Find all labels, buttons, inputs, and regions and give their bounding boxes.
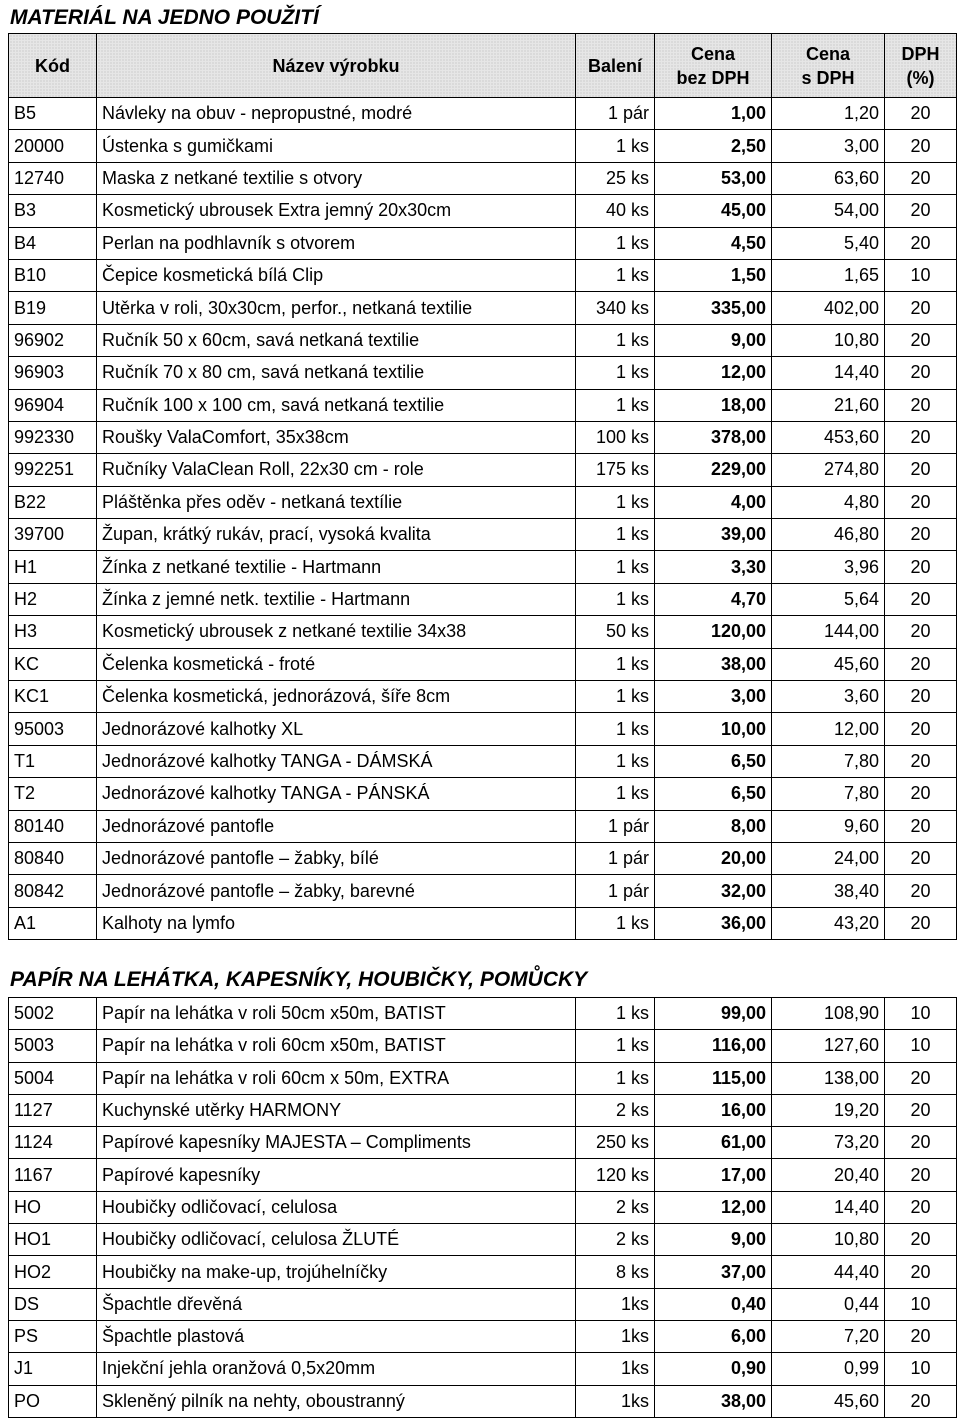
product-name: Špachtle plastová [97, 1320, 576, 1352]
package: 1 ks [576, 1030, 655, 1062]
product-name: Utěrka v roli, 30x30cm, perfor., netkaná textilie [97, 292, 576, 324]
package: 1 ks [576, 745, 655, 777]
vat-rate: 20 [885, 1320, 957, 1352]
product-code: 96902 [9, 324, 97, 356]
price-with-vat: 54,00 [772, 195, 885, 227]
vat-rate: 20 [885, 875, 957, 907]
table-row [9, 486, 957, 518]
price-without-vat: 45,00 [655, 195, 772, 227]
product-code: 5004 [9, 1062, 97, 1094]
product-code: PO [9, 1385, 97, 1417]
package: 1ks [576, 1385, 655, 1417]
package: 1 ks [576, 389, 655, 421]
price-with-vat: 21,60 [772, 389, 885, 421]
header-price-without-vat [655, 34, 772, 98]
price-without-vat: 2,50 [655, 130, 772, 162]
price-with-vat: 3,96 [772, 551, 885, 583]
header-price-with-vat-line1: Cena [805, 43, 850, 64]
vat-rate: 20 [885, 389, 957, 421]
product-name: Skleněný pilník na nehty, oboustranný [97, 1385, 576, 1417]
vat-rate: 20 [885, 842, 957, 874]
table-row [9, 389, 957, 421]
price-without-vat: 12,00 [655, 1191, 772, 1223]
vat-rate: 20 [885, 1224, 957, 1256]
price-with-vat: 0,99 [772, 1353, 885, 1385]
price-without-vat: 3,00 [655, 681, 772, 713]
price-without-vat: 36,00 [655, 907, 772, 939]
price-with-vat: 1,20 [772, 98, 885, 130]
product-code: 12740 [9, 162, 97, 194]
product-name: Ručník 100 x 100 cm, savá netkaná textilie [97, 389, 576, 421]
price-without-vat: 17,00 [655, 1159, 772, 1191]
product-code: 1124 [9, 1127, 97, 1159]
package: 1 ks [576, 583, 655, 615]
table-row [9, 421, 957, 453]
price-without-vat: 37,00 [655, 1256, 772, 1288]
product-code: 1167 [9, 1159, 97, 1191]
price-with-vat: 274,80 [772, 454, 885, 486]
product-name: Žínka z jemné netk. textilie - Hartmann [97, 583, 576, 615]
package: 1 pár [576, 875, 655, 907]
package: 2 ks [576, 1191, 655, 1223]
product-code: 80840 [9, 842, 97, 874]
table-row [9, 1030, 957, 1062]
product-name: Čepice kosmetická bílá Clip [97, 259, 576, 291]
table-row [9, 259, 957, 291]
vat-rate: 20 [885, 616, 957, 648]
price-with-vat: 19,20 [772, 1094, 885, 1126]
table-row [9, 648, 957, 680]
product-code: B3 [9, 195, 97, 227]
vat-rate: 20 [885, 810, 957, 842]
package: 1 ks [576, 519, 655, 551]
vat-rate: 20 [885, 1094, 957, 1126]
product-name: Houbičky odličovací, celulosa [97, 1191, 576, 1223]
product-code: B10 [9, 259, 97, 291]
product-code: B22 [9, 486, 97, 518]
vat-rate: 20 [885, 1127, 957, 1159]
product-code: B5 [9, 98, 97, 130]
product-code: J1 [9, 1353, 97, 1385]
header-name: Název výrobku [97, 34, 576, 98]
vat-rate: 10 [885, 1353, 957, 1385]
product-name: Jednorázové kalhotky TANGA - DÁMSKÁ [97, 745, 576, 777]
price-without-vat: 1,00 [655, 98, 772, 130]
price-without-vat: 38,00 [655, 1385, 772, 1417]
vat-rate: 20 [885, 195, 957, 227]
table-row [9, 551, 957, 583]
vat-rate: 10 [885, 998, 957, 1030]
product-name: Župan, krátký rukáv, prací, vysoká kvalita [97, 519, 576, 551]
header-price-without-vat-line1: Cena [690, 43, 735, 64]
header-price-with-vat-line2: s DPH [801, 67, 855, 88]
package: 1 ks [576, 357, 655, 389]
table-row [9, 227, 957, 259]
price-with-vat: 402,00 [772, 292, 885, 324]
table-row [9, 842, 957, 874]
product-name: Houbičky odličovací, celulosa ŽLUTÉ [97, 1224, 576, 1256]
price-with-vat: 7,80 [772, 745, 885, 777]
header-pack: Balení [576, 34, 655, 98]
price-with-vat: 14,40 [772, 1191, 885, 1223]
vat-rate: 20 [885, 1385, 957, 1417]
product-name: Ručníky ValaClean Roll, 22x30 cm - role [97, 454, 576, 486]
table-row [9, 1385, 957, 1417]
table-row [9, 1353, 957, 1385]
product-code: T2 [9, 778, 97, 810]
table-row [9, 1320, 957, 1352]
package: 1 ks [576, 130, 655, 162]
table-row [9, 1191, 957, 1223]
price-without-vat: 4,50 [655, 227, 772, 259]
product-name: Kosmetický ubrousek Extra jemný 20x30cm [97, 195, 576, 227]
package: 1 ks [576, 998, 655, 1030]
vat-rate: 20 [885, 227, 957, 259]
package: 1 ks [576, 681, 655, 713]
section-title-disposable: MATERIÁL NA JEDNO POUŽITÍ [10, 6, 319, 29]
table-row [9, 454, 957, 486]
package: 120 ks [576, 1159, 655, 1191]
price-without-vat: 116,00 [655, 1030, 772, 1062]
price-without-vat: 38,00 [655, 648, 772, 680]
product-code: DS [9, 1288, 97, 1320]
price-without-vat: 9,00 [655, 1224, 772, 1256]
product-name: Návleky na obuv - nepropustné, modré [97, 98, 576, 130]
product-name: Injekční jehla oranžová 0,5x20mm [97, 1353, 576, 1385]
price-without-vat: 0,90 [655, 1353, 772, 1385]
vat-rate: 20 [885, 98, 957, 130]
table-row [9, 1256, 957, 1288]
price-without-vat: 16,00 [655, 1094, 772, 1126]
price-without-vat: 6,00 [655, 1320, 772, 1352]
product-code: 1127 [9, 1094, 97, 1126]
product-code: 992330 [9, 421, 97, 453]
table-row [9, 875, 957, 907]
price-with-vat: 7,80 [772, 778, 885, 810]
package: 2 ks [576, 1224, 655, 1256]
header-price-without-vat-line2: bez DPH [676, 67, 750, 88]
table-row [9, 998, 957, 1030]
table-row [9, 357, 957, 389]
product-name: Ručník 70 x 80 cm, savá netkaná textilie [97, 357, 576, 389]
price-with-vat: 5,64 [772, 583, 885, 615]
price-without-vat: 18,00 [655, 389, 772, 421]
product-code: 80140 [9, 810, 97, 842]
table-row [9, 681, 957, 713]
vat-rate: 20 [885, 583, 957, 615]
price-without-vat: 4,70 [655, 583, 772, 615]
product-name: Jednorázové kalhotky XL [97, 713, 576, 745]
product-name: Pláštěnka přes oděv - netkaná textílie [97, 486, 576, 518]
table-row [9, 810, 957, 842]
package: 1 ks [576, 551, 655, 583]
package: 50 ks [576, 616, 655, 648]
product-code: 39700 [9, 519, 97, 551]
price-with-vat: 63,60 [772, 162, 885, 194]
table-row [9, 1224, 957, 1256]
package: 250 ks [576, 1127, 655, 1159]
product-name: Kosmetický ubrousek z netkané textilie 34x38 [97, 616, 576, 648]
vat-rate: 20 [885, 1256, 957, 1288]
product-name: Špachtle dřevěná [97, 1288, 576, 1320]
product-code: 20000 [9, 130, 97, 162]
product-name: Ručník 50 x 60cm, savá netkaná textilie [97, 324, 576, 356]
product-name: Kalhoty na lymfo [97, 907, 576, 939]
price-with-vat: 453,60 [772, 421, 885, 453]
price-without-vat: 378,00 [655, 421, 772, 453]
package: 1ks [576, 1320, 655, 1352]
table-row [9, 324, 957, 356]
price-with-vat: 10,80 [772, 1224, 885, 1256]
vat-rate: 20 [885, 713, 957, 745]
product-name: Žínka z netkané textilie - Hartmann [97, 551, 576, 583]
table-row [9, 519, 957, 551]
product-code: H3 [9, 616, 97, 648]
package: 1 pár [576, 98, 655, 130]
table-row [9, 616, 957, 648]
product-name: Papírové kapesníky MAJESTA – Compliments [97, 1127, 576, 1159]
vat-rate: 20 [885, 324, 957, 356]
product-code: B4 [9, 227, 97, 259]
price-without-vat: 99,00 [655, 998, 772, 1030]
price-with-vat: 44,40 [772, 1256, 885, 1288]
price-with-vat: 45,60 [772, 648, 885, 680]
vat-rate: 20 [885, 1159, 957, 1191]
package: 1 ks [576, 907, 655, 939]
product-code: 80842 [9, 875, 97, 907]
package: 1 ks [576, 486, 655, 518]
vat-rate: 20 [885, 778, 957, 810]
price-with-vat: 4,80 [772, 486, 885, 518]
package: 1 pár [576, 842, 655, 874]
vat-rate: 20 [885, 519, 957, 551]
vat-rate: 20 [885, 745, 957, 777]
table-row [9, 98, 957, 130]
table-row [9, 162, 957, 194]
product-name: Čelenka kosmetická - froté [97, 648, 576, 680]
price-without-vat: 8,00 [655, 810, 772, 842]
price-with-vat: 73,20 [772, 1127, 885, 1159]
package: 40 ks [576, 195, 655, 227]
product-code: B19 [9, 292, 97, 324]
product-name: Jednorázové pantofle – žabky, bílé [97, 842, 576, 874]
price-with-vat: 7,20 [772, 1320, 885, 1352]
product-name: Jednorázové pantofle – žabky, barevné [97, 875, 576, 907]
section-title-paper: PAPÍR NA LEHÁTKA, KAPESNÍKY, HOUBIČKY, POMŮCKY [10, 968, 588, 991]
product-name: Perlan na podhlavník s otvorem [97, 227, 576, 259]
table-row [9, 1159, 957, 1191]
package: 8 ks [576, 1256, 655, 1288]
price-with-vat: 38,40 [772, 875, 885, 907]
price-without-vat: 0,40 [655, 1288, 772, 1320]
product-name: Papír na lehátka v roli 60cm x50m, BATIST [97, 1030, 576, 1062]
package: 1 ks [576, 713, 655, 745]
vat-rate: 20 [885, 421, 957, 453]
product-name: Maska z netkané textilie s otvory [97, 162, 576, 194]
product-code: KC [9, 648, 97, 680]
price-without-vat: 4,00 [655, 486, 772, 518]
price-with-vat: 1,65 [772, 259, 885, 291]
price-with-vat: 138,00 [772, 1062, 885, 1094]
package: 25 ks [576, 162, 655, 194]
product-name: Houbičky na make-up, trojúhelníčky [97, 1256, 576, 1288]
price-with-vat: 45,60 [772, 1385, 885, 1417]
product-name: Jednorázové kalhotky TANGA - PÁNSKÁ [97, 778, 576, 810]
price-with-vat: 0,44 [772, 1288, 885, 1320]
vat-rate: 20 [885, 292, 957, 324]
paper-supplies-table [8, 997, 957, 1418]
vat-rate: 20 [885, 162, 957, 194]
package: 1 ks [576, 259, 655, 291]
price-with-vat: 9,60 [772, 810, 885, 842]
price-without-vat: 335,00 [655, 292, 772, 324]
vat-rate: 20 [885, 1191, 957, 1223]
package: 175 ks [576, 454, 655, 486]
vat-rate: 20 [885, 357, 957, 389]
package: 1ks [576, 1353, 655, 1385]
vat-rate: 10 [885, 1288, 957, 1320]
price-with-vat: 127,60 [772, 1030, 885, 1062]
product-code: A1 [9, 907, 97, 939]
vat-rate: 20 [885, 681, 957, 713]
package: 1 pár [576, 810, 655, 842]
price-without-vat: 1,50 [655, 259, 772, 291]
table-row [9, 130, 957, 162]
table-row [9, 745, 957, 777]
product-name: Papír na lehátka v roli 60cm x 50m, EXTRA [97, 1062, 576, 1094]
product-code: 95003 [9, 713, 97, 745]
price-without-vat: 10,00 [655, 713, 772, 745]
price-with-vat: 14,40 [772, 357, 885, 389]
price-with-vat: 3,60 [772, 681, 885, 713]
price-with-vat: 108,90 [772, 998, 885, 1030]
product-name: Jednorázové pantofle [97, 810, 576, 842]
price-with-vat: 10,80 [772, 324, 885, 356]
product-name: Papírové kapesníky [97, 1159, 576, 1191]
price-with-vat: 144,00 [772, 616, 885, 648]
package: 1 ks [576, 227, 655, 259]
package: 1 ks [576, 648, 655, 680]
product-code: HO [9, 1191, 97, 1223]
product-code: 992251 [9, 454, 97, 486]
price-with-vat: 46,80 [772, 519, 885, 551]
table-row [9, 1288, 957, 1320]
product-name: Kuchynské utěrky HARMONY [97, 1094, 576, 1126]
table-row [9, 778, 957, 810]
price-with-vat: 3,00 [772, 130, 885, 162]
price-without-vat: 6,50 [655, 778, 772, 810]
price-with-vat: 43,20 [772, 907, 885, 939]
header-vat-line1: DPH [901, 43, 940, 64]
package: 1 ks [576, 324, 655, 356]
price-with-vat: 24,00 [772, 842, 885, 874]
vat-rate: 20 [885, 1062, 957, 1094]
product-code: H1 [9, 551, 97, 583]
table-row [9, 583, 957, 615]
header-vat [885, 34, 957, 98]
price-without-vat: 20,00 [655, 842, 772, 874]
price-with-vat: 20,40 [772, 1159, 885, 1191]
price-without-vat: 229,00 [655, 454, 772, 486]
table-row [9, 907, 957, 939]
header-price-with-vat [772, 34, 885, 98]
price-without-vat: 53,00 [655, 162, 772, 194]
price-without-vat: 61,00 [655, 1127, 772, 1159]
package: 1 ks [576, 778, 655, 810]
vat-rate: 20 [885, 907, 957, 939]
vat-rate: 20 [885, 551, 957, 583]
vat-rate: 20 [885, 130, 957, 162]
header-vat-line2: (%) [906, 67, 935, 88]
table-row [9, 1094, 957, 1126]
table-row [9, 195, 957, 227]
product-name: Čelenka kosmetická, jednorázová, šíře 8cm [97, 681, 576, 713]
package: 1 ks [576, 1062, 655, 1094]
product-code: 96903 [9, 357, 97, 389]
vat-rate: 10 [885, 1030, 957, 1062]
price-without-vat: 115,00 [655, 1062, 772, 1094]
product-code: KC1 [9, 681, 97, 713]
table-row [9, 292, 957, 324]
product-name: Ústenka s gumičkami [97, 130, 576, 162]
vat-rate: 10 [885, 259, 957, 291]
disposable-materials-table [8, 33, 957, 940]
price-without-vat: 6,50 [655, 745, 772, 777]
price-with-vat: 12,00 [772, 713, 885, 745]
product-code: T1 [9, 745, 97, 777]
product-code: HO1 [9, 1224, 97, 1256]
price-with-vat: 5,40 [772, 227, 885, 259]
product-code: PS [9, 1320, 97, 1352]
product-code: HO2 [9, 1256, 97, 1288]
package: 1ks [576, 1288, 655, 1320]
product-code: 5003 [9, 1030, 97, 1062]
header-row [9, 34, 957, 98]
package: 340 ks [576, 292, 655, 324]
vat-rate: 20 [885, 648, 957, 680]
table-row [9, 1062, 957, 1094]
table-row [9, 713, 957, 745]
header-code: Kód [9, 34, 97, 98]
product-code: H2 [9, 583, 97, 615]
price-without-vat: 32,00 [655, 875, 772, 907]
product-name: Roušky ValaComfort, 35x38cm [97, 421, 576, 453]
price-without-vat: 3,30 [655, 551, 772, 583]
package: 100 ks [576, 421, 655, 453]
price-without-vat: 12,00 [655, 357, 772, 389]
package: 2 ks [576, 1094, 655, 1126]
price-without-vat: 9,00 [655, 324, 772, 356]
price-without-vat: 39,00 [655, 519, 772, 551]
product-code: 96904 [9, 389, 97, 421]
table-row [9, 1127, 957, 1159]
vat-rate: 20 [885, 486, 957, 518]
vat-rate: 20 [885, 454, 957, 486]
product-name: Papír na lehátka v roli 50cm x50m, BATIST [97, 998, 576, 1030]
price-without-vat: 120,00 [655, 616, 772, 648]
product-code: 5002 [9, 998, 97, 1030]
